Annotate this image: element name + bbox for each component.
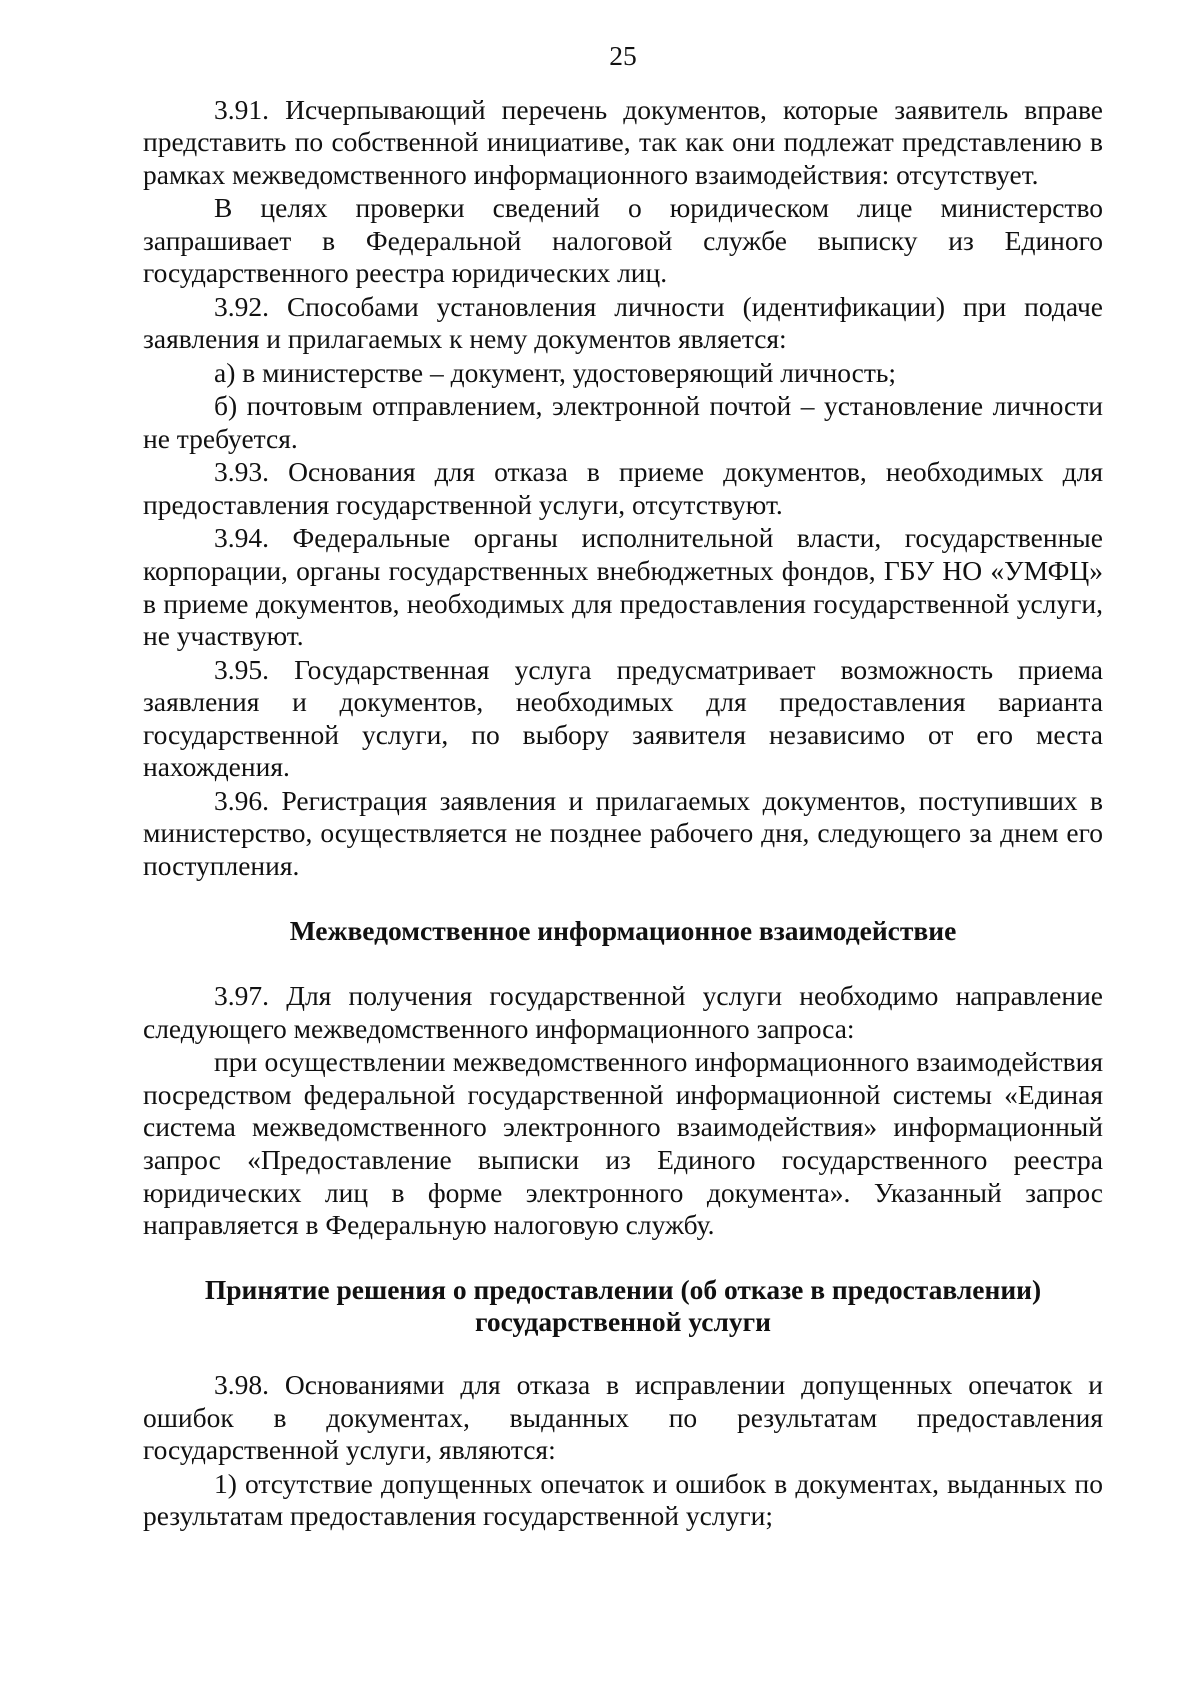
paragraph-3-91: 3.91. Исчерпывающий перечень документов, которые заявитель вправе представить по собственной инициативе, так как они подлежат представлению в рамках межведомственного информационного взаимодействия: отсутствует. [143, 93, 1103, 190]
list-item-a: а) в министерстве – документ, удостоверяющий личность; [214, 356, 897, 388]
section-heading-decision [143, 1274, 1103, 1339]
paragraph-3-96: 3.96. Регистрация заявления и прилагаемых документов, поступивших в министерство, осуществляется не позднее рабочего дня, следующего за днем его поступления. [143, 784, 1103, 881]
section-heading-interagency: Межведомственное информационное взаимодействие [289, 914, 957, 946]
paragraph-3-92: 3.92. Способами установления личности (идентификации) при подаче заявления и прилагаемых к нему документов является: [143, 290, 1103, 355]
paragraph-3-94: 3.94. Федеральные органы исполнительной власти, государственные корпорации, органы государственных внебюджетных фондов, ГБУ НО «УМФЦ» в приеме документов, необходимых для предоставления государственной услуги, не участвуют. [143, 522, 1103, 652]
section-heading-decision-line1: Принятие решения о предоставлении (об отказе в предоставлении) [204, 1273, 1042, 1305]
section-heading-decision-line2: государственной услуги [475, 1306, 771, 1338]
paragraph-3-93: 3.93. Основания для отказа в приеме документов, необходимых для предоставления государственной услуги, отсутствуют. [143, 456, 1103, 520]
paragraph-3-95: 3.95. Государственная услуга предусматривает возможность приема заявления и документов, необходимых для предоставления варианта государственной услуги, по выбору заявителя независимо от его места нахождения. [143, 653, 1103, 783]
page-number: 25 [609, 40, 637, 71]
list-item-b: б) почтовым отправлением, электронной почтой – установление личности не требуется. [143, 390, 1103, 454]
paragraph-egrul-request: В целях проверки сведений о юридическом лице министерство запрашивает в Федеральной налоговой службе выписку из Единого государственного реестра юридических лиц. [143, 192, 1103, 289]
paragraph-smev-request: при осуществлении межведомственного информационного взаимодействия посредством федеральной государственной информационной системы «Единая система межведомственного электронного взаимодействия» информационный запрос «Предоставление выписки из Единого государственного реестра юридических лиц в форме электронного документа». Указанный запрос направляется в Федеральную налоговую службу. [143, 1046, 1103, 1241]
list-item-1: 1) отсутствие допущенных опечаток и ошибок в документах, выданных по результатам предоставления государственной услуги; [143, 1467, 1103, 1532]
paragraph-3-98: 3.98. Основаниями для отказа в исправлении допущенных опечаток и ошибок в документах, выданных по результатам предоставления государственной услуги, являются: [143, 1368, 1103, 1466]
paragraph-3-97: 3.97. Для получения государственной услуги необходимо направление следующего межведомственного информационного запроса: [143, 980, 1103, 1044]
document-page [143, 40, 1103, 1534]
